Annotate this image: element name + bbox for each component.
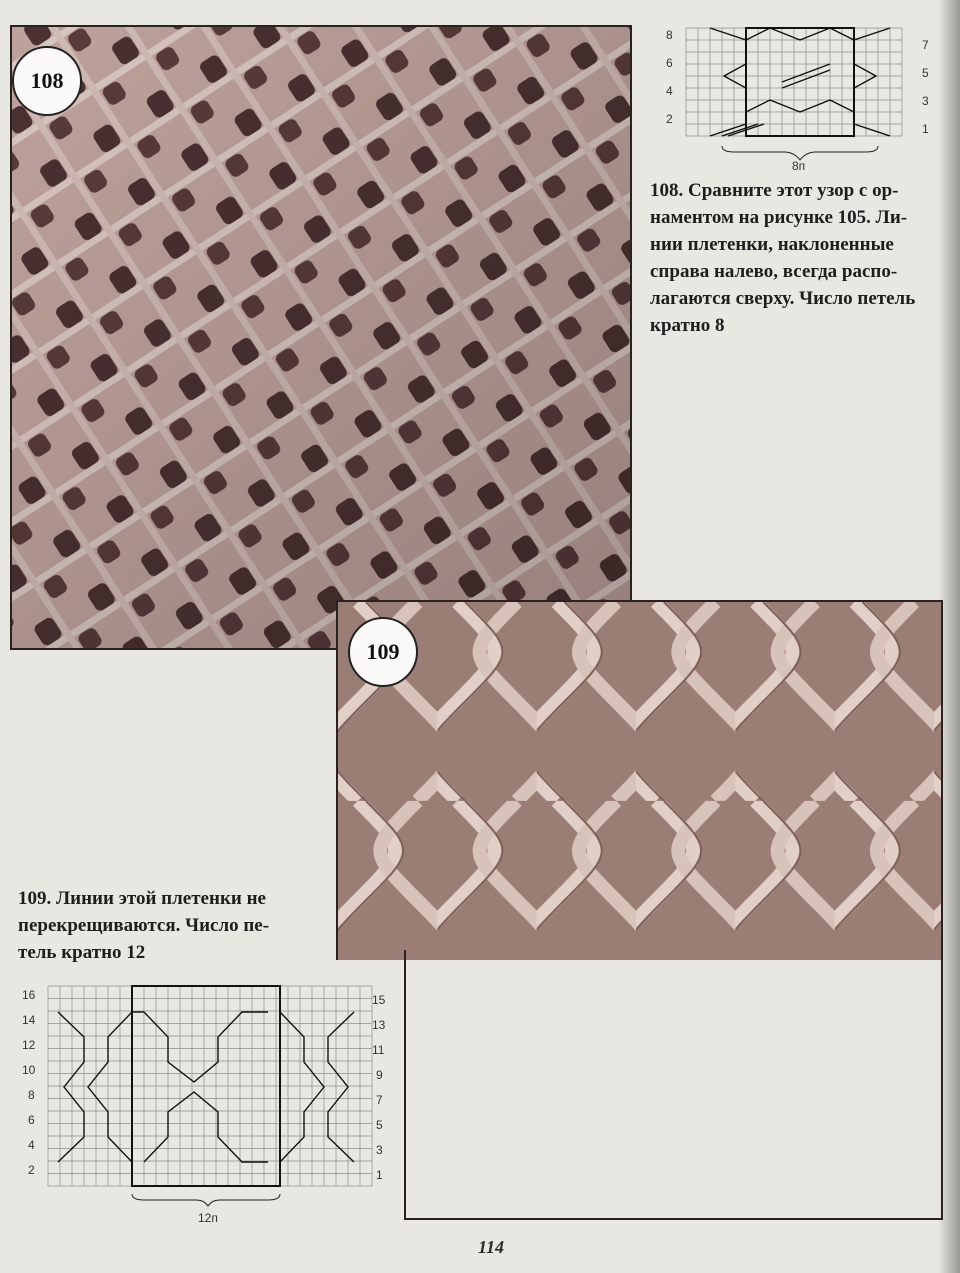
row-label: 4: [666, 84, 673, 98]
row-label: 6: [28, 1113, 35, 1127]
knit-photo-109: [336, 600, 943, 960]
caption-line: наментом на рисунке 105. Ли-: [650, 207, 908, 228]
row-label: 3: [376, 1143, 383, 1157]
row-label: 6: [666, 56, 673, 70]
pattern-badge-109: 109: [348, 617, 418, 687]
caption-line: 108. Сравните этот узор с ор-: [650, 180, 899, 201]
row-label: 13: [372, 1018, 386, 1032]
knitting-chart-108: [650, 22, 940, 172]
row-label: 14: [22, 1013, 36, 1027]
row-label: 2: [666, 112, 673, 126]
knit-photo-108: [10, 25, 632, 650]
caption-line: лагаются сверху. Число петель: [650, 288, 916, 309]
row-label: 3: [922, 94, 929, 108]
row-label: 5: [376, 1118, 383, 1132]
row-label: 7: [922, 38, 929, 52]
row-label: 8: [28, 1088, 35, 1102]
caption-line: 109. Линии этой плетенки не: [18, 888, 266, 909]
caption-109: [18, 885, 318, 966]
caption-line: нии плетенки, наклоненные: [650, 234, 894, 255]
caption-line: кратно 8: [650, 315, 725, 336]
caption-line: перекрещиваются. Число пе-: [18, 915, 270, 936]
row-label: 10: [22, 1063, 36, 1077]
row-label: 1: [922, 122, 929, 136]
knit-photo-109-lower: [404, 950, 943, 1220]
row-label: 16: [22, 988, 36, 1002]
row-label: 12: [22, 1038, 36, 1052]
row-label: 1: [376, 1168, 383, 1182]
row-label: 2: [28, 1163, 35, 1177]
row-label: 4: [28, 1138, 35, 1152]
pattern-badge-108: 108: [12, 46, 82, 116]
caption-108: [650, 177, 940, 339]
repeat-label: 8п: [792, 159, 806, 172]
caption-line: тель кратно 12: [18, 942, 146, 963]
row-label: 11: [372, 1043, 385, 1057]
row-label: 9: [376, 1068, 383, 1082]
row-label: 15: [372, 993, 386, 1007]
row-label: 5: [922, 66, 929, 80]
repeat-label: 12п: [198, 1211, 218, 1225]
row-label: 8: [666, 28, 673, 42]
knitting-chart-109: [18, 982, 398, 1232]
row-label: 7: [376, 1093, 383, 1107]
caption-line: справа налево, всегда распо-: [650, 261, 898, 282]
page-number: 114: [478, 1237, 505, 1257]
